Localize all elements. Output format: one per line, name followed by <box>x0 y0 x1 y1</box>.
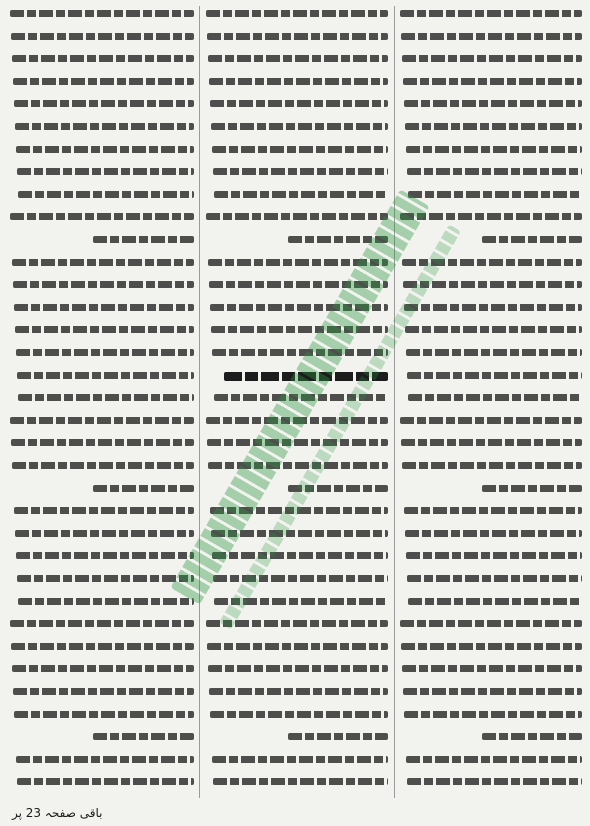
illegible-text-line <box>402 665 582 672</box>
illegible-text-line <box>406 146 582 153</box>
column-left <box>10 4 194 800</box>
illegible-text-line <box>482 733 582 740</box>
illegible-text-line <box>17 372 194 379</box>
illegible-text-line <box>206 213 388 220</box>
illegible-text-line <box>13 78 194 85</box>
illegible-text-line <box>207 33 388 40</box>
illegible-text-line <box>401 33 582 40</box>
illegible-text-line <box>10 213 194 220</box>
illegible-text-line <box>14 100 194 107</box>
illegible-text-line <box>211 326 388 333</box>
illegible-text-line <box>402 462 582 469</box>
illegible-text-line <box>404 507 582 514</box>
illegible-text-line <box>207 643 388 650</box>
illegible-text-line <box>13 688 194 695</box>
illegible-text-line <box>17 778 194 785</box>
column-divider <box>199 6 200 798</box>
illegible-text-line <box>209 688 388 695</box>
illegible-text-line <box>11 33 194 40</box>
illegible-text-line <box>401 439 582 446</box>
illegible-text-line <box>207 439 388 446</box>
illegible-text-line <box>401 643 582 650</box>
illegible-text-line <box>15 326 194 333</box>
illegible-text-line <box>404 100 582 107</box>
illegible-text-line <box>93 236 194 243</box>
illegible-text-line <box>405 326 582 333</box>
illegible-text-line <box>14 507 194 514</box>
illegible-text-line <box>209 78 388 85</box>
illegible-text-line <box>16 552 194 559</box>
illegible-text-line <box>12 462 194 469</box>
illegible-text-line <box>400 417 582 424</box>
illegible-text-line <box>408 598 582 605</box>
illegible-text-line <box>406 756 582 763</box>
illegible-text-line <box>400 213 582 220</box>
illegible-text-line <box>403 688 582 695</box>
illegible-text-line <box>18 394 194 401</box>
illegible-text-line <box>212 756 388 763</box>
illegible-text-line <box>18 598 194 605</box>
illegible-text-line <box>406 552 582 559</box>
illegible-text-line <box>482 485 582 492</box>
illegible-text-line <box>482 236 582 243</box>
illegible-text-line <box>407 168 582 175</box>
illegible-text-line <box>17 575 194 582</box>
illegible-text-line <box>14 711 194 718</box>
illegible-text-line <box>210 100 388 107</box>
illegible-text-line <box>17 168 194 175</box>
illegible-text-line <box>11 439 194 446</box>
illegible-text-line <box>11 643 194 650</box>
illegible-text-line <box>16 756 194 763</box>
illegible-text-line <box>402 55 582 62</box>
illegible-text-line <box>13 281 194 288</box>
illegible-text-line <box>10 620 194 627</box>
illegible-text-line <box>18 191 194 198</box>
illegible-text-line <box>211 123 388 130</box>
illegible-text-line <box>12 259 194 266</box>
illegible-text-line <box>288 733 388 740</box>
illegible-text-line <box>213 575 388 582</box>
illegible-text-line <box>93 733 194 740</box>
illegible-text-line <box>12 55 194 62</box>
illegible-text-line <box>10 417 194 424</box>
illegible-text-line <box>408 394 582 401</box>
illegible-text-line <box>404 711 582 718</box>
illegible-text-line <box>16 146 194 153</box>
illegible-text-line <box>10 10 194 17</box>
illegible-text-line <box>12 665 194 672</box>
illegible-text-line <box>407 778 582 785</box>
illegible-text-line <box>403 78 582 85</box>
illegible-text-line <box>405 123 582 130</box>
illegible-text-line <box>400 10 582 17</box>
continued-on-page-note: باقی صفحہ 23 پر <box>12 806 103 820</box>
illegible-text-line <box>400 620 582 627</box>
illegible-text-line <box>208 462 388 469</box>
illegible-text-line <box>212 146 388 153</box>
illegible-text-line <box>407 575 582 582</box>
column-divider <box>394 6 395 798</box>
illegible-text-line <box>405 530 582 537</box>
illegible-text-line <box>210 711 388 718</box>
illegible-text-line <box>16 349 194 356</box>
illegible-text-line <box>404 304 582 311</box>
illegible-text-line <box>408 191 582 198</box>
illegible-text-line <box>15 123 194 130</box>
illegible-text-line <box>212 349 388 356</box>
illegible-text-line <box>15 530 194 537</box>
illegible-text-line <box>206 10 388 17</box>
illegible-text-line <box>213 778 388 785</box>
illegible-text-line <box>407 372 582 379</box>
illegible-text-line <box>214 191 388 198</box>
illegible-text-line <box>406 349 582 356</box>
illegible-text-line <box>93 485 194 492</box>
illegible-text-line <box>208 665 388 672</box>
column-right <box>400 4 582 800</box>
illegible-text-line <box>14 304 194 311</box>
illegible-text-line <box>212 552 388 559</box>
illegible-text-line <box>208 55 388 62</box>
illegible-text-line <box>213 168 388 175</box>
